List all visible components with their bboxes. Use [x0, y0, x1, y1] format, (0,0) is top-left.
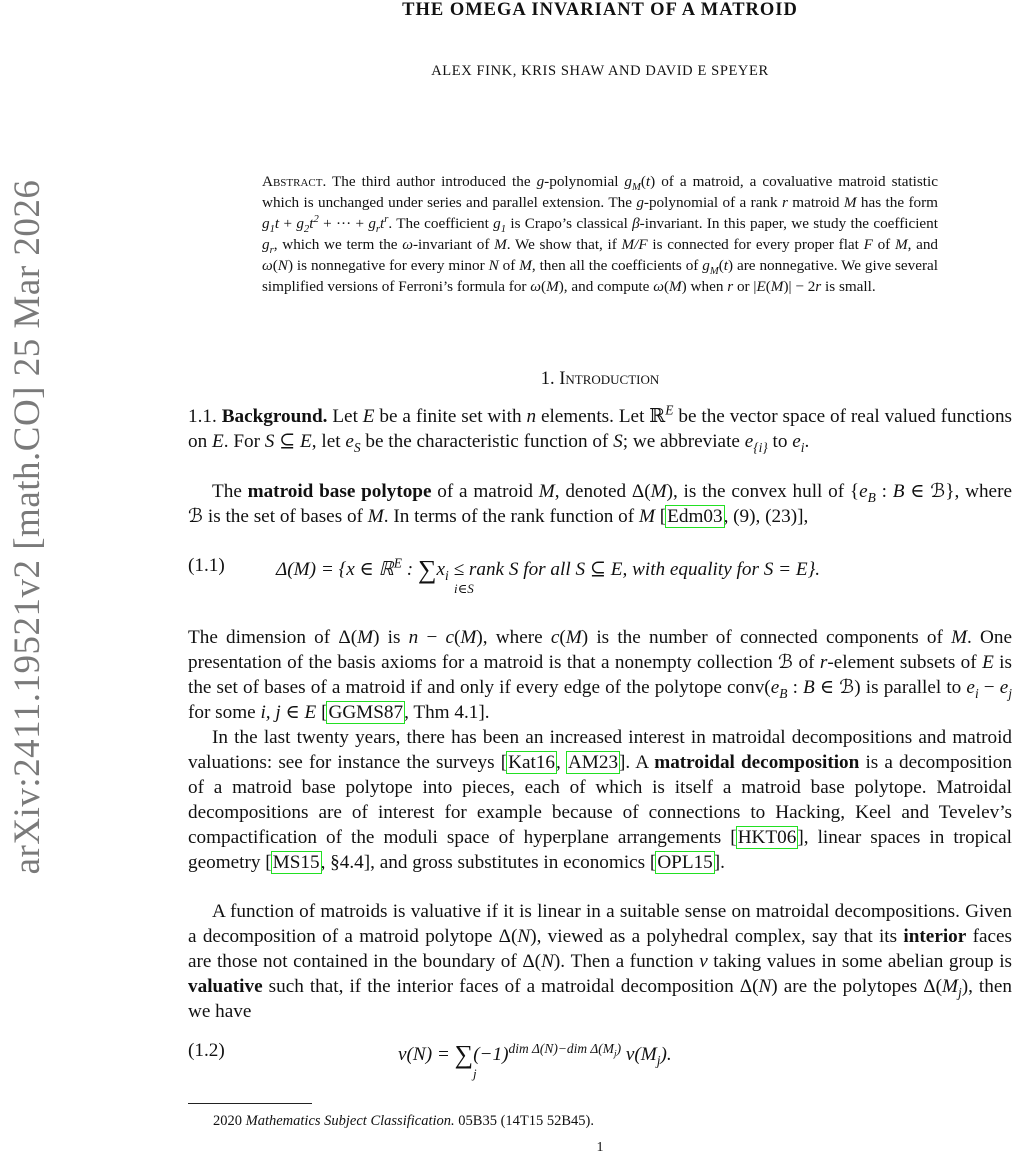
math-symbol: S: [613, 431, 623, 452]
eq-sup: E: [393, 555, 402, 571]
text-run: or |: [733, 278, 757, 295]
eq-exp-end: ): [616, 1040, 622, 1056]
citation-link[interactable]: OPL15: [657, 852, 713, 873]
section-title: Introduction: [559, 369, 660, 389]
text-run: is the set of bases of a matroid if and only if every edge of the polytope conv(: [188, 652, 1012, 698]
text-run: :: [787, 677, 804, 698]
math-symbol: S: [264, 431, 275, 452]
text-run: ) are the polytopes Δ(: [771, 976, 942, 997]
math-symbol: ω: [653, 278, 664, 295]
text-run: . In terms of the rank function of: [383, 506, 639, 527]
bold-term: interior: [903, 926, 967, 947]
text-run: , Thm 4.1].: [404, 702, 490, 723]
math-symbol: t: [645, 173, 651, 190]
math-symbol: M: [770, 278, 784, 295]
math-symbol: N: [758, 976, 772, 997]
math-symbol: i, j: [260, 702, 281, 723]
citation-link[interactable]: GGMS87: [328, 702, 404, 723]
math-symbol: g: [296, 215, 304, 232]
math-symbol: M: [638, 506, 655, 527]
section-heading: [188, 369, 1012, 390]
text-run: . For: [223, 431, 265, 452]
sum-index: j: [473, 1066, 477, 1081]
math-symbol: g: [262, 215, 270, 232]
text-run: be a finite set with: [374, 406, 527, 427]
math-symbol: e: [859, 481, 868, 502]
eq-sub: j: [656, 1052, 661, 1068]
math-symbol: M: [519, 257, 532, 274]
text-run: ) is nonnegative for every minor: [287, 257, 489, 274]
math-symbol: M: [494, 236, 507, 253]
text-run: (: [541, 278, 547, 295]
bold-term: matroid base polytope: [247, 481, 432, 502]
math-symbol: e: [999, 677, 1009, 698]
math-symbol: n: [526, 406, 537, 427]
text-run: -element subsets of: [827, 652, 983, 673]
text-run: -polynomial of a rank: [643, 194, 782, 211]
text-run: [: [654, 506, 667, 527]
math-symbol: B: [803, 677, 815, 698]
math-symbol: g: [624, 173, 632, 190]
citation-link[interactable]: Kat16: [508, 752, 556, 773]
superscript: r: [384, 213, 389, 225]
abstract: [262, 171, 938, 297]
text-run: .: [804, 431, 810, 452]
math-symbol: M: [546, 278, 559, 295]
math-symbol: N: [277, 257, 288, 274]
footnote-rule: [188, 1103, 312, 1104]
subscript: r: [269, 245, 274, 257]
subscript: M: [632, 182, 641, 194]
equation-body: [398, 1040, 672, 1070]
text-run: taking values in some abelian group is: [707, 951, 1012, 972]
eq-term: x: [436, 559, 446, 580]
text-run: ), and compute: [558, 278, 654, 295]
math-symbol: E: [362, 406, 375, 427]
text-run: ].: [713, 852, 725, 873]
eq-end: ).: [660, 1044, 672, 1065]
text-run: to: [767, 431, 793, 452]
text-run: ∈: [280, 702, 305, 723]
math-symbol: e: [345, 431, 354, 452]
eq-exponent: dim Δ(N)−dim Δ(M: [508, 1040, 614, 1056]
math-symbol: r: [815, 278, 822, 295]
footnote-codes: 05B35 (14T15 52B45).: [454, 1113, 595, 1129]
math-symbol: M: [367, 506, 384, 527]
math-symbol: e: [966, 677, 975, 698]
eq-lhs: v(N) =: [398, 1044, 455, 1065]
subscript: B: [779, 685, 788, 701]
bold-term: valuative: [188, 976, 263, 997]
text-run: (: [718, 257, 724, 274]
subscript: j: [1008, 685, 1012, 701]
sum-index: i∈S: [454, 581, 474, 596]
subscript: r: [375, 224, 381, 236]
text-run: + ··· +: [318, 215, 369, 232]
text-run: has the form: [856, 194, 938, 211]
math-symbol: F: [863, 236, 873, 253]
eq-exp-sub: j: [613, 1049, 617, 1060]
citation-link[interactable]: AM23: [567, 752, 619, 773]
text-run: , (9), (23)],: [723, 506, 809, 527]
superscript: 2: [313, 213, 319, 225]
eq-sub: i: [445, 567, 449, 583]
math-symbol: N: [517, 926, 531, 947]
text-run: The third author introduced the: [326, 173, 537, 190]
text-run: ) of a matroid, a covaluative matroid statistic which is unchanged under series and parallel extension. The: [262, 173, 938, 211]
eq-rest: v(M: [621, 1044, 657, 1065]
text-run: ], linear spaces in tropical geometry [: [188, 827, 1012, 873]
math-symbol: ω: [530, 278, 541, 295]
text-run: 1.1.: [188, 406, 222, 427]
text-run: (: [272, 257, 278, 274]
text-run: ⊆: [274, 431, 301, 452]
eq-mid: :: [401, 559, 418, 580]
text-run: (: [454, 627, 461, 648]
text-run: (: [559, 627, 566, 648]
text-run: for some: [188, 702, 261, 723]
text-run: elements. Let ℝ: [536, 406, 666, 427]
math-symbol: E: [211, 431, 224, 452]
math-symbol: g: [702, 257, 710, 274]
text-run: of: [872, 236, 895, 253]
math-symbol: r: [819, 652, 828, 673]
math-symbol: g: [636, 194, 644, 211]
math-symbol: N: [541, 951, 554, 972]
subscript: 1: [500, 224, 507, 236]
text-run: of a matroid: [431, 481, 539, 502]
math-symbol: E: [304, 702, 317, 723]
citation-link[interactable]: HKT06: [737, 827, 797, 848]
text-run: be the characteristic function of: [360, 431, 614, 452]
footnote-label: Mathematics Subject Classification.: [245, 1113, 455, 1129]
subscript: 2: [303, 224, 310, 236]
footnote: [213, 1113, 594, 1130]
page-number: 1: [596, 1140, 604, 1155]
eq-term: (−1): [473, 1044, 509, 1065]
text-run: ) is: [373, 627, 409, 648]
subscript: i: [800, 439, 805, 455]
text-run: (: [640, 173, 646, 190]
math-symbol: E: [300, 431, 312, 452]
text-run: is Crapo’s classical: [506, 215, 633, 232]
math-symbol: g: [368, 215, 376, 232]
math-symbol: e: [770, 677, 780, 698]
text-run: :: [875, 481, 893, 502]
text-run: . The coefficient: [388, 215, 494, 232]
subscript: i: [974, 685, 979, 701]
subscript: {i}: [753, 439, 768, 455]
math-symbol: M: [942, 976, 958, 997]
text-run: . One presentation of the basis axioms for a matroid is that a nonempty collection ℬ of: [188, 627, 1013, 673]
text-run: such that, if the interior faces of a matroidal decomposition Δ(: [262, 976, 759, 997]
math-symbol: M: [538, 481, 555, 502]
eq-lhs: Δ(M) = {x ∈ ℝ: [276, 559, 394, 580]
math-symbol: N: [488, 257, 499, 274]
text-run: , denoted Δ(: [554, 481, 651, 502]
text-run: ) are nonnegative. We give several simplified versions of Ferroni’s formula for: [262, 257, 938, 295]
text-run: −: [978, 677, 1000, 698]
math-symbol: B: [892, 481, 905, 502]
math-symbol: M: [669, 278, 682, 295]
math-symbol: E: [982, 652, 994, 673]
math-symbol: v: [699, 951, 708, 972]
subscript: S: [353, 439, 361, 455]
math-symbol: n: [408, 627, 419, 648]
math-symbol: t: [274, 215, 280, 232]
math-symbol: g: [262, 236, 270, 253]
math-symbol: c: [445, 627, 455, 648]
equation-1-1: [188, 555, 1012, 595]
subscript: 1: [269, 224, 275, 236]
math-symbol: β: [632, 215, 640, 232]
text-run: ) is the number of connected components of: [581, 627, 952, 648]
text-run: (: [765, 278, 771, 295]
text-run: is a decomposition of a matroid base polytope into pieces, each of which is itself a matroid base polytope. Matroidal decompositions are of interest for example because of connections to Hacking, Keel and Tevelev’s compactification of the moduli space of hyperplane arrangements [: [188, 752, 1012, 848]
text-run: is connected for every proper flat: [647, 236, 864, 253]
math-symbol: g: [536, 173, 545, 190]
text-run: , §4.4], and gross substitutes in economics [: [320, 852, 657, 873]
paragraph-background: [188, 404, 1012, 454]
bold-term: matroidal decomposition: [654, 752, 860, 773]
math-symbol: t: [723, 257, 729, 274]
equation-number: (1.1): [188, 555, 225, 576]
text-run: , let: [311, 431, 346, 452]
text-run: (: [663, 278, 669, 295]
arxiv-identifier-stamp: arXiv:2411.19521v2 [math.CO] 25 Mar 2026: [7, 179, 48, 875]
math-symbol: M: [565, 627, 582, 648]
text-run: -polynomial: [544, 173, 625, 190]
equation-number: (1.2): [188, 1040, 225, 1061]
text-run: The dimension of Δ(: [188, 627, 358, 648]
text-run: -invariant of: [412, 236, 495, 253]
citation-link[interactable]: Edm03: [667, 506, 723, 527]
math-symbol: c: [550, 627, 560, 648]
paragraph-valuative: [188, 899, 1012, 1024]
text-run: −: [418, 627, 446, 648]
paragraph-base-polytope: [188, 479, 1012, 529]
text-run: ). Then a function: [553, 951, 700, 972]
text-run: -invariant. In this paper, we study the coefficient: [639, 215, 938, 232]
math-symbol: M: [460, 627, 477, 648]
text-run: ), viewed as a polyhedral complex, say that its: [530, 926, 904, 947]
text-run: ,: [556, 752, 567, 773]
paragraph-dimension: [188, 625, 1012, 725]
text-run: ), is the convex hull of {: [666, 481, 860, 502]
math-symbol: ω: [402, 236, 413, 253]
sum-symbol: ∑: [454, 1040, 474, 1069]
math-symbol: e: [744, 431, 754, 452]
text-run: faces are those not contained in the boundary of Δ(: [188, 926, 1012, 972]
text-run: ), then we have: [188, 976, 1012, 1022]
math-symbol: e: [792, 431, 801, 452]
math-symbol: M: [357, 627, 374, 648]
bold-term: Background.: [221, 406, 328, 427]
text-run: A function of matroids is valuative if it is linear in a suitable sense on matroidal decompositions. Given a decomposition of a matroid polytope Δ(: [188, 901, 1012, 947]
math-symbol: M/F: [621, 236, 648, 253]
text-run: , which we term the: [273, 236, 403, 253]
math-symbol: g: [493, 215, 501, 232]
eq-rest: ≤ rank S for all S ⊆ E, with equality for S = E}.: [448, 559, 821, 580]
math-symbol: M: [951, 627, 968, 648]
authors: ALEX FINK, KRIS SHAW AND DAVID E SPEYER: [431, 63, 769, 79]
text-run: The: [212, 481, 248, 502]
text-run: ∈ ℬ) is parallel to: [814, 677, 967, 698]
text-run: is small.: [821, 278, 876, 295]
text-run: , and: [907, 236, 939, 253]
citation-link[interactable]: MS15: [272, 852, 320, 873]
math-symbol: E: [756, 278, 766, 295]
subscript: j: [957, 984, 962, 1000]
math-symbol: ω: [262, 257, 273, 274]
text-run: ), where: [476, 627, 551, 648]
math-symbol: M: [843, 194, 857, 211]
subscript: B: [867, 489, 876, 505]
math-symbol: t: [380, 215, 385, 232]
text-run: ; we abbreviate: [622, 431, 745, 452]
sum-symbol: ∑: [417, 555, 437, 584]
text-run: In the last twenty years, there has been an increased interest in matroidal decompositions and matroid valuations: see for instance the surveys [: [188, 727, 1012, 773]
text-run: Let: [327, 406, 363, 427]
superscript: E: [665, 402, 674, 418]
text-run: be the vector space of real valued functions on: [188, 406, 1013, 452]
text-run: )| − 2: [783, 278, 816, 295]
paragraph-decompositions: [188, 725, 1012, 875]
text-run: matroid: [787, 194, 844, 211]
math-symbol: t: [309, 215, 314, 232]
text-run: +: [279, 215, 297, 232]
text-run: , then all the coefficients of: [531, 257, 703, 274]
text-run: . We show that, if: [506, 236, 622, 253]
math-symbol: M: [894, 236, 908, 253]
text-run: ∈ ℬ}, where ℬ is the set of bases of: [188, 481, 1012, 527]
text-run: of: [498, 257, 520, 274]
text-run: [: [316, 702, 328, 723]
text-run: ) when: [681, 278, 728, 295]
footnote-year: 2020: [213, 1113, 246, 1129]
math-symbol: r: [727, 278, 734, 295]
subscript: M: [709, 266, 719, 278]
paper-title: THE OMEGA INVARIANT OF A MATROID: [402, 0, 798, 20]
abstract-label: Abstract.: [262, 173, 327, 190]
math-symbol: M: [650, 481, 667, 502]
text-run: ]. A: [619, 752, 655, 773]
section-number: 1.: [540, 369, 555, 389]
equation-body: [276, 555, 820, 585]
equation-1-2: [188, 1040, 1012, 1080]
math-symbol: r: [782, 194, 788, 211]
